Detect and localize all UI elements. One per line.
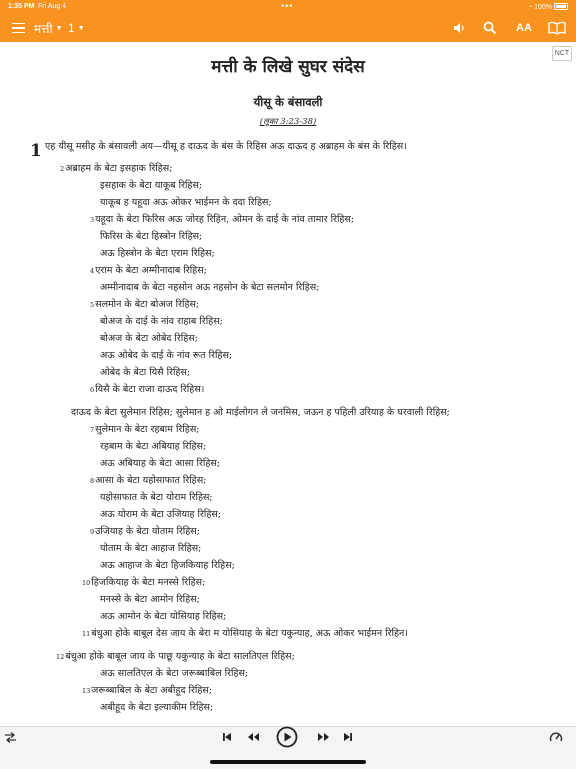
verse-text: अऊ योराम के बेटा उजियाह रिहिस; xyxy=(100,509,221,520)
verse-text: अऊ सालतिएल के बेटा जरूब्बाबिल रिहिस; xyxy=(100,668,249,679)
verse-text: हिजकियाह के बेटा मनस्से रिहिस; xyxy=(91,577,206,588)
verse-line[interactable] xyxy=(100,541,201,557)
multitask-dots-icon[interactable]: ••• xyxy=(281,1,294,11)
wifi-icon: ◔ xyxy=(527,4,533,11)
verse-number: 10 xyxy=(82,579,91,587)
verse-text: इसहाक के बेटा याकूब रिहिस; xyxy=(100,180,203,191)
chapter-name: 1 xyxy=(68,21,75,35)
verse-text: अऊ अबियाह के बेटा आसा रिहिस; xyxy=(100,458,221,469)
verse-line[interactable] xyxy=(100,314,223,330)
verse-number: 7 xyxy=(90,426,95,434)
chapter-number: 1 xyxy=(30,141,42,161)
book-name: मत्ती xyxy=(34,21,53,36)
verse-number: 3 xyxy=(90,216,95,224)
verse-line[interactable] xyxy=(90,263,207,279)
verse-text: रहबाम के बेटा अबियाह रिहिस; xyxy=(100,441,207,452)
verse-line[interactable] xyxy=(56,649,295,665)
verse-line[interactable] xyxy=(90,297,199,313)
speaker-icon[interactable] xyxy=(452,14,466,42)
verse-line[interactable] xyxy=(100,280,319,296)
verse-text: अबीहूद के बेटा इल्याकीम रिहिस; xyxy=(100,702,214,713)
verse-line[interactable] xyxy=(90,524,200,540)
battery-percent: 100% xyxy=(534,4,553,11)
verse-line[interactable] xyxy=(100,609,226,625)
fast-forward-icon[interactable] xyxy=(314,727,332,747)
verse-text: अऊ हिस्त्रोन के बेटा एराम रिहिस; xyxy=(100,248,215,259)
book-selector[interactable] xyxy=(34,14,63,42)
verse-text: अऊ आहाज के बेटा हिजकियाह रिहिस; xyxy=(100,560,235,571)
verse-line[interactable] xyxy=(100,229,202,245)
top-toolbar xyxy=(0,14,576,42)
verse-text: योताम के बेटा आहाज रिहिस; xyxy=(100,543,202,554)
verse-text: अऊ आमोन के बेटा योसियाह रिहिस; xyxy=(100,611,227,622)
verse-number: 6 xyxy=(90,386,95,394)
verse-text: बोअज के बेटा ओबेद रिहिस; xyxy=(100,333,198,344)
verse-number: 4 xyxy=(90,267,95,275)
chevron-down-icon: ▼ xyxy=(55,24,63,32)
verse-text: फिरिस के बेटा हिस्त्रोन रिहिस; xyxy=(100,231,203,242)
verse-text: बोअज के दाई के नांव राहाब रिहिस; xyxy=(100,316,223,327)
verse-line[interactable] xyxy=(100,456,220,472)
verse-line[interactable] xyxy=(100,195,272,211)
battery-icon xyxy=(554,3,568,10)
menu-icon[interactable] xyxy=(10,14,26,42)
verse-text: एराम के बेटा अम्मीनादाब रिहिस; xyxy=(95,265,207,276)
verse-line[interactable] xyxy=(45,139,407,155)
skip-next-icon[interactable] xyxy=(340,727,356,747)
verse-text: अऊ ओबेद के दाई के नांव रूत रिहिस; xyxy=(100,350,233,361)
book-title: मत्ती के लिखे सुघर संदेस xyxy=(211,57,365,77)
verse-text: एह यीसू मसीह के बंसावली अय—यीसू ह दाऊद के बंस के रिहिस अऊ दाऊद ह अब्राहम के बंस के रिहिस। xyxy=(45,141,407,152)
verse-line[interactable] xyxy=(60,161,172,177)
verse-line[interactable] xyxy=(100,348,232,364)
verse-line[interactable] xyxy=(82,626,408,642)
verse-text: यहूदा के बेटा फिरिस अऊ जोरह रिहिन, ओमन के दाई के नांव तामार रिहिस; xyxy=(95,214,355,225)
verse-text: सुलेमान के बेटा रहबाम रिहिस; xyxy=(95,424,200,435)
verse-text: बंधुआ होके बाबूल जाय के पाछू यकुन्याह के बेटा सालतिएल रिहिस; xyxy=(65,651,295,662)
status-time: 1:35 PM xyxy=(8,3,35,10)
verse-number: 12 xyxy=(56,653,65,661)
verse-number: 13 xyxy=(82,687,91,695)
verse-line[interactable] xyxy=(100,439,206,455)
verse-line[interactable] xyxy=(82,683,212,699)
shuffle-icon[interactable] xyxy=(2,727,18,747)
verse-text: यिसै के बेटा राजा दाऊद रिहिस। xyxy=(95,384,205,395)
section-heading: यीसू के बंसावली xyxy=(253,95,323,109)
home-indicator[interactable] xyxy=(210,760,366,764)
verse-text: आसा के बेटा यहोसाफात रिहिस; xyxy=(95,475,207,486)
verse-text: यहोसाफात के बेटा योराम रिहिस; xyxy=(100,492,213,503)
status-right xyxy=(528,3,568,11)
verse-line[interactable] xyxy=(100,490,213,506)
verse-line[interactable] xyxy=(90,422,199,438)
verse-line[interactable] xyxy=(100,365,190,381)
verse-text: सलमोन के बेटा बोअज रिहिस; xyxy=(95,299,200,310)
verse-text: बंधुआ होके बाबूल देस जाय के बेरा म योसियाह के बेटा यकुन्याह, अऊ ओकर भाईमन रिहिन। xyxy=(91,628,408,639)
verse-text: याकूब ह यहूदा अऊ ओकर भाईमन के ददा रिहिस; xyxy=(100,197,272,208)
chapter-selector[interactable] xyxy=(68,14,85,42)
verse-text: मनस्से के बेटा आमोन रिहिस; xyxy=(100,594,200,605)
search-icon[interactable] xyxy=(482,14,498,42)
status-bar xyxy=(0,0,576,14)
verse-line[interactable] xyxy=(82,575,205,591)
verse-text: उजियाह के बेटा योताम रिहिस; xyxy=(95,526,200,537)
play-icon[interactable] xyxy=(275,727,299,747)
verse-line[interactable] xyxy=(100,666,248,682)
verse-text: जरूब्बाबिल के बेटा अबीहूद रिहिस; xyxy=(91,685,213,696)
verse-line[interactable] xyxy=(100,246,215,262)
verse-line[interactable] xyxy=(90,382,204,398)
verse-number: 2 xyxy=(60,165,65,173)
verse-line[interactable] xyxy=(90,212,354,228)
version-badge[interactable]: NCT xyxy=(552,46,572,61)
verse-number: 9 xyxy=(90,528,95,536)
verse-line[interactable] xyxy=(100,331,198,347)
verse-number: 11 xyxy=(82,630,91,638)
verse-line[interactable] xyxy=(71,405,450,421)
rewind-icon[interactable] xyxy=(244,727,262,747)
verse-text: ओबेद के बेटा यिसै रिहिस; xyxy=(100,367,191,378)
audio-player-bar xyxy=(0,726,576,769)
verse-number: 8 xyxy=(90,477,95,485)
verse-line[interactable] xyxy=(90,473,206,489)
verse-line[interactable] xyxy=(100,558,235,574)
chevron-down-icon: ▼ xyxy=(77,24,85,32)
status-date: Fri Aug 4 xyxy=(38,3,67,10)
verse-line[interactable] xyxy=(100,507,221,523)
playback-speed-icon[interactable] xyxy=(547,727,565,747)
verse-number: 5 xyxy=(90,301,95,309)
verse-line[interactable] xyxy=(100,592,200,608)
verse-text: अम्मीनादाब के बेटा नहसोन अऊ नहसोन के बेटा सलमोन रिहिस; xyxy=(100,282,320,293)
verse-line[interactable] xyxy=(100,700,213,716)
font-size-icon[interactable]: AA xyxy=(516,22,532,34)
verse-line[interactable] xyxy=(100,178,202,194)
cross-reference-link[interactable]: (लूका 3:23-38) xyxy=(259,117,317,127)
reading-pane[interactable] xyxy=(0,42,576,726)
skip-previous-icon[interactable] xyxy=(219,727,235,747)
verse-text: अब्राहम के बेटा इसहाक रिहिस; xyxy=(65,163,173,174)
verse-text: दाऊद के बेटा सुलेमान रिहिस; सुलेमान ह ओ माईलोगन ले जनमिस, जऊन ह पहिली उरियाह के घरवाली रिहिस; xyxy=(71,407,450,418)
open-book-icon[interactable] xyxy=(547,14,567,42)
